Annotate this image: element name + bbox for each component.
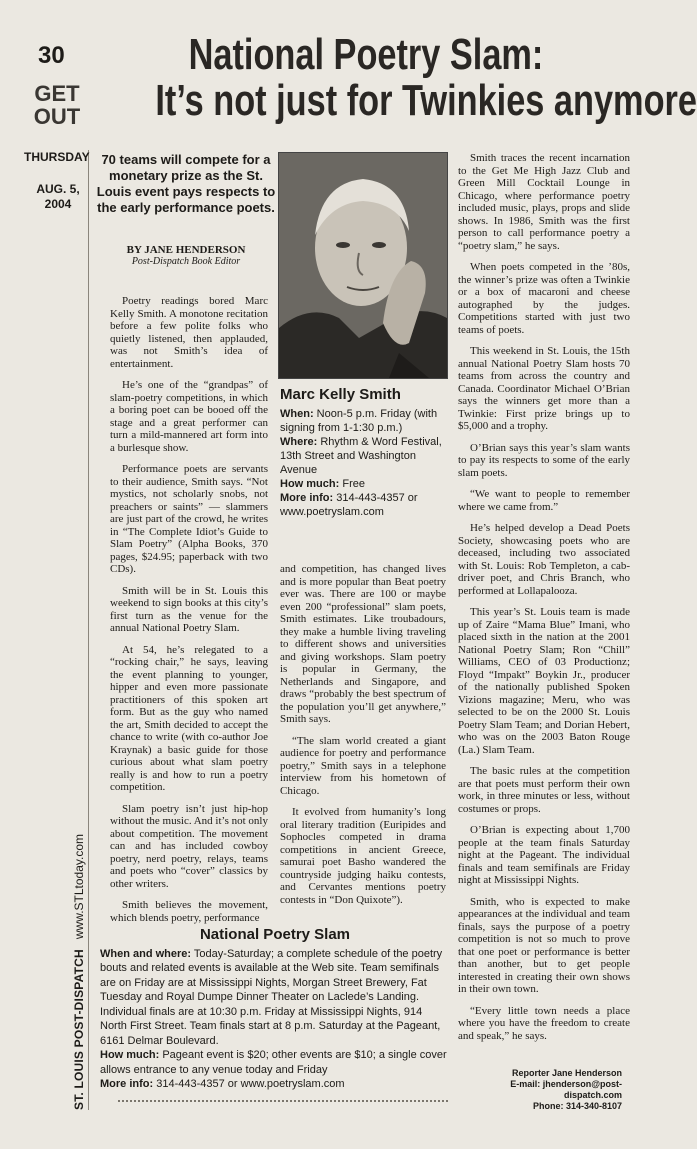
paragraph: He’s helped develop a Dead Poets Society, showcasing poets who are deceased, including two associated with St. Louis: Rob Templeton, a cab-driver poet, and Chris Branch, who performed at Lollapalooza.	[458, 522, 630, 597]
paragraph: “The slam world created a giant audience for poetry and performance poetry,” Smith says in a telephone interview from his hometown of Chicago.	[280, 734, 446, 797]
paragraph: Smith traces the recent incarnation to the Get Me High Jazz Club and Green Mill Cocktail Lounge in Chicago, where performance poetry included music, plays, props and slide shows. In 1986, Smith was the first person to call performance poetry a “poetry slam,” he says.	[458, 152, 630, 252]
paragraph: It evolved from humanity’s long oral literary tradition (Euripides and Sophocles competed in drama competitions in ancient Greece, samurai poet Basho wandered the countryside judging haiku contests, and Cervantes mentions poetry contests in “Don Quixote”).	[280, 806, 446, 906]
infobox-where: Where: Rhythm & Word Festival, 13th Street and Washington Avenue	[280, 436, 442, 476]
author-event-info	[280, 388, 448, 519]
byline-role: Post-Dispatch Book Editor	[131, 256, 241, 267]
section-name-line-1: GET	[34, 81, 80, 106]
paragraph: Poetry readings bored Marc Kelly Smith. A monotone recitation before a few polite folks who quietly listened, then applauded, was not Smith’s idea of entertainment.	[110, 295, 268, 370]
deck: 70 teams will compete for a monetary prize as the St. Louis event pays respects to the early performance poets.	[96, 152, 276, 215]
newspaper-name: ST. LOUIS POST-DISPATCH	[72, 949, 86, 1110]
infobox-title: Marc Kelly Smith	[280, 386, 401, 403]
paragraph: This year’s St. Louis team is made up of Zaire “Mama Blue” Imani, who placed sixth in the nation at the 2001 National Poetry Slam; Ron “Chill” Williams, CEO of 03 Productionz; Floyd “Impakt” Boykin Jr., producer of the nationally published Spoken Vizions magazine; Meru, who was selected to be on the 2000 St. Louis Poetry Slam Team; and Dorian Hebert, who was on the 2003 Baton Rouge (La.) Slam Team.	[458, 606, 630, 756]
paragraph: He’s one of the “grandpas” of slam-poetry competitions, in which a boring poet can be booed off the stage and a great performer can turn a mild-mannered art form into a burlesque show.	[110, 379, 268, 454]
article-column-1	[110, 295, 268, 933]
issue-day: THURSDAY	[24, 150, 90, 164]
section-name-line-2: OUT	[33, 104, 81, 129]
newspaper-footer	[72, 834, 86, 1110]
section-name	[28, 82, 86, 128]
sidebar-divider	[88, 150, 89, 1110]
paragraph: “Every little town needs a place where you have the freedom to create and speak,” he says.	[458, 1004, 630, 1042]
paragraph: “We want to people to remember where we came from.”	[458, 488, 630, 513]
infobox-cost: How much: Free	[280, 478, 365, 490]
event-when-where: When and where: Today-Saturday; a complete schedule of the poetry bouts and related events is available at the Web site. Team semifinals are on Friday are at Mississippi Nights, Morgan Street Brewery, Fat Tuesday and Royal Dumpe Dinner Theater on Laclede’s Landing. Individual finals are at 10:30 p.m. Friday at Mississippi Nights, 914 North First Street. Team finals start at 8 p.m. Saturday at the Pageant, 6161 Delmar Boulevard.	[100, 947, 443, 1047]
paragraph: Smith, who is expected to make appearances at the individual and team finals, says the purpose of a poetry competition is not so much to prove that one poet or performance is better than another, but to get people interested in creating their own shows in their own town.	[458, 895, 630, 995]
reporter-name: Reporter Jane Henderson	[511, 1068, 622, 1078]
headline	[155, 30, 697, 125]
headline-line-1: National Poetry Slam:	[188, 30, 544, 79]
headline-line-2: It’s not just for Twinkies anymore	[155, 76, 697, 125]
paragraph: This weekend in St. Louis, the 15th annual National Poetry Slam hosts 70 teams from across the country and Canada. Coordinator Michael O’Brian says the winners get more than a Twinkie: First prize brings up to $5,000 and a trophy.	[458, 345, 630, 432]
paragraph: and competition, has changed lives and is more popular than Beat poetry ever was. There are 100 or maybe even 200 “professional” slam poets, Smith estimates. Like troubadours, they make a humble living traveling to different shows and universities and giving workshops. Slam poetry is popular in Germany, the Netherlands and Singapore, and draws “probably the best spectrum of the population you’ll get anywhere,” Smith says.	[280, 563, 446, 725]
paragraph: The basic rules at the competition are that poets must perform their own work, in three minutes or less, without costumes or props.	[458, 765, 630, 815]
article-column-2	[280, 563, 446, 915]
byline	[96, 244, 276, 267]
reporter-credit	[460, 1068, 622, 1112]
infobox-when: When: Noon-5 p.m. Friday (with signing from 1-1:30 p.m.)	[280, 408, 438, 434]
reporter-email: E-mail: jhenderson@post-dispatch.com	[510, 1079, 622, 1100]
issue-date-line-2: 2004	[44, 197, 72, 211]
paragraph: At 54, he’s relegated to a “rocking chair,” he says, leaving the event planning to younger, hipper and even more passionate practitioners of this spoken art form. But as the guy who named the art, Smith decided to accept the chance to write (with co-author Joe Kraynak) a basic guide for those curious about what slam poetry really is and how to run a poetry competition.	[110, 643, 268, 793]
paragraph: O’Brian says this year’s slam wants to pay its respects to some of the early slam poets.	[458, 441, 630, 479]
paragraph: Smith believes the movement, which blends poetry, performance	[110, 899, 268, 924]
paragraph: O’Brian is expecting about 1,700 people at the team finals Saturday night at the Pageant. The individual finals and team semifinals are Friday night at Mississippi Nights.	[458, 824, 630, 886]
newspaper-url: www.STLtoday.com	[72, 833, 86, 940]
byline-author: BY JANE HENDERSON	[126, 244, 246, 256]
article-column-3	[458, 152, 630, 1051]
paragraph: Slam poetry isn’t just hip-hop without the music. And it’s not only about competition. The movement can and has included cowboy poetry, nerd poetry, relays, teams and poets who “cover” classics by other writers.	[110, 802, 268, 890]
author-photo	[278, 152, 448, 379]
paragraph: Performance poets are servants to their audience, Smith says. “Not mystics, not scholarly snobs, not preachers or saints” — slammers are just part of the crowd, he writes in “The Complete Idiot’s Guide to Slam Poetry” (Alpha Books, 370 pages, $24.95; paperback with two CDs).	[110, 463, 268, 575]
event-info-box	[100, 928, 450, 1092]
page-number: 30	[38, 42, 65, 69]
issue-date	[36, 182, 80, 212]
author-portrait-image	[279, 153, 447, 378]
dotted-divider	[118, 1100, 448, 1102]
event-cost: How much: Pageant event is $20; other events are $10; a single cover allows entrance to any venue today and Friday	[100, 1049, 447, 1076]
event-more-info: More info: 314-443-4357 or www.poetryslam.com	[100, 1078, 345, 1090]
paragraph: Smith will be in St. Louis this weekend to sign books at this city’s first turn as the venue for the annual National Poetry Slam.	[110, 584, 268, 634]
issue-date-line-1: AUG. 5,	[36, 182, 80, 196]
reporter-phone: Phone: 314-340-8107	[532, 1101, 622, 1111]
infobox-info: More info: 314-443-4357 or www.poetryslam.com	[280, 492, 418, 518]
event-title: National Poetry Slam	[199, 926, 351, 943]
paragraph: When poets competed in the ’80s, the winner’s prize was often a Twinkie or a box of macaroni and cheese autographed by the judges. Competitions started with just two teams of poets.	[458, 261, 630, 336]
